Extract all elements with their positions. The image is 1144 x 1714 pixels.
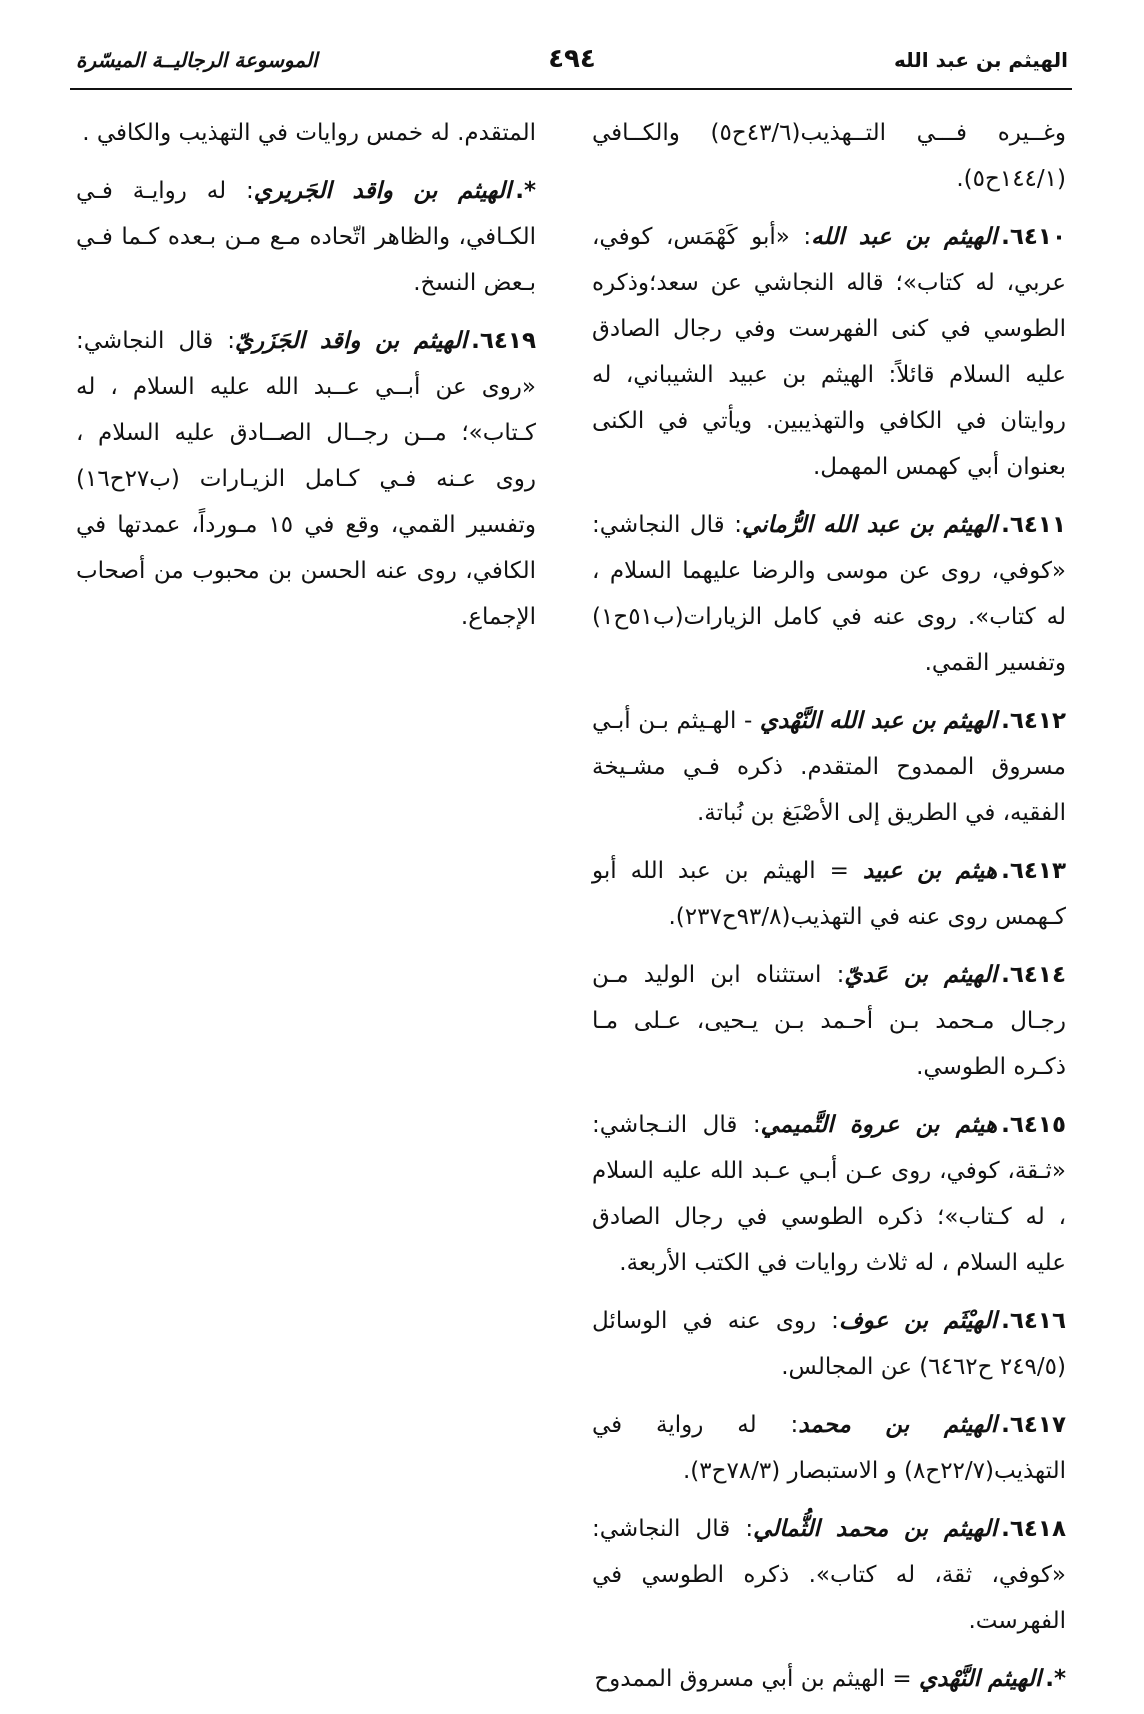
- entry-number: *.: [1045, 1666, 1066, 1692]
- entry: [592, 1102, 1066, 1286]
- entry: [592, 698, 1066, 836]
- entry-number: ٦٤١٠.: [1001, 224, 1066, 250]
- entry-text: : له رواية في التهذيب(٢٢/٧ح٨) و الاستبصار (٧٨/٣ح٣).: [592, 1412, 1066, 1484]
- entry: [76, 168, 536, 306]
- entry-name: الهيْثَم بن عوف: [838, 1308, 998, 1334]
- entry-name: الهيثم بن محمد: [798, 1412, 998, 1438]
- entry-text: : روى عنه في الوسائل (٢٤٩/٥ ح٦٤٦٢) عن المجالس.: [592, 1308, 1066, 1380]
- entry-number: ٦٤١٣.: [1001, 858, 1066, 884]
- entry-text: : قال النجاشي: «كوفي، روى عن موسى والرضا عليهما السلام ، له كتاب». روى عنه في كامل الزيارات(ب٥١ح١) وتفسير القمي.: [592, 512, 1066, 676]
- entry-name: هيثم بن عبيد: [862, 858, 998, 884]
- entry: [592, 502, 1066, 686]
- entry-number: ٦٤١١.: [1001, 512, 1067, 538]
- entry-number: ٦٤١٩.: [471, 328, 536, 354]
- entry-text: : له روايـة فـي الكـافي، والظاهر اتّحاده مـع مـن بـعده كـما فـي بـعض النسخ.: [76, 178, 536, 296]
- entry: [592, 110, 1066, 202]
- entry-text: : استثناه ابن الوليد مـن رجـال مـحمد بـن أحـمد بـن يـحيى، عـلى مـا ذكـره الطوسي.: [592, 962, 1066, 1080]
- entry-number: ٦٤١٥.: [1001, 1112, 1066, 1138]
- entry-number: ٦٤١٧.: [1001, 1412, 1066, 1438]
- entry-text: : قال النجاشي: «كوفي، ثقة، له كتاب». ذكره الطوسي في الفهرست.: [592, 1516, 1066, 1634]
- running-head-entry: الهيثم بن عبد الله: [893, 48, 1068, 72]
- entry: [76, 110, 536, 156]
- entry-name: الهيثم بن عبد الله النَّهْدي: [759, 708, 998, 734]
- page-number: ٤٩٤: [548, 44, 596, 74]
- entry: [592, 1656, 1066, 1702]
- entry: [592, 952, 1066, 1090]
- entry-text: = الهيثم بن عبد الله أبو كـهمس روى عنه في التهذيب(٩٣/٨ح٢٣٧).: [592, 858, 1066, 930]
- entry-text: وغــيره فـــي التــهذيب(٤٣/٦ح٥) والكــافي (١٤٤/١ح٥).: [592, 120, 1066, 192]
- entry-text: المتقدم. له خمس روايات في التهذيب والكافي .: [82, 120, 536, 146]
- entry-text: : «أبو كَهْمَس، كوفي، عربي، له كتاب»؛ قاله النجاشي عن سعد؛وذكره الطوسي في كنى الفهرست وفي رجال الصادق عليه السلام قائلاً: الهيثم بن عبيد الشيباني، له روايتان في الكافي والتهذيبين. ويأتي في الكنى بعنوان أبي كهمس المهمل.: [592, 224, 1066, 480]
- entry-name: الهيثم بن واقد الجَزَريّ: [235, 328, 468, 354]
- entry-name: الهيثم بن محمد الثُّمالي: [753, 1516, 998, 1542]
- entry: [76, 318, 536, 640]
- entry-name: الهيثم بن عَديّ: [844, 962, 998, 988]
- left-column: [76, 110, 536, 652]
- entry-name: الهيثم النَّهْدي: [919, 1666, 1042, 1692]
- entry: [592, 1506, 1066, 1644]
- header-rule: [70, 88, 1072, 90]
- running-head-book-title: الموسوعة الرجاليــة الميسّرة: [76, 48, 318, 72]
- entry-number: *.: [515, 178, 537, 204]
- entry: [592, 214, 1066, 490]
- entry-name: الهيثم بن واقد الجَريري: [253, 178, 512, 204]
- entry-text: = الهيثم بن أبي مسروق الممدوح: [594, 1666, 920, 1692]
- entry-name: الهيثم بن عبد الله الرُّماني: [741, 512, 998, 538]
- entry-name: هيثم بن عروة التَّميمي: [760, 1112, 998, 1138]
- entry-text: : قال النـجاشي: «ثـقة، كوفي، روى عـن أبـي عـبد الله عليه السلام ، له كـتاب»؛ ذكره الطوسي في رجال الصادق عليه السلام ، له ثلاث روايات في الكتب الأربعة.: [592, 1112, 1066, 1276]
- entry: [592, 1298, 1066, 1390]
- entry-number: ٦٤١٤.: [1001, 962, 1066, 988]
- entry-number: ٦٤١٨.: [1001, 1516, 1066, 1542]
- entry-number: ٦٤١٦.: [1001, 1308, 1066, 1334]
- entry-number: ٦٤١٢.: [1001, 708, 1066, 734]
- entry: [592, 848, 1066, 940]
- entry-text: - الهـيثم بـن أبـي مسروق الممدوح المتقدم. ذكره فـي مشـيخة الفقيه، في الطريق إلى الأصْبَغ بن نُباتة.: [592, 708, 1066, 826]
- right-column: [592, 110, 1066, 1714]
- entry: [592, 1402, 1066, 1494]
- entry-name: الهيثم بن عبد الله: [811, 224, 998, 250]
- entry-text: : قال النجاشي: «روى عن أبــي عــبد الله عليه السلام ، له كـتاب»؛ مــن رجــال الصــادق عليه السلام ، روى عـنه فـي كـامل الزيـارات (ب٢٧ح١٦) وتفسير القمي، وقع في ١٥ مـورداً، عمدتها في الكافي، روى عنه الحسن بن محبوب من أصحاب الإجماع.: [76, 328, 536, 630]
